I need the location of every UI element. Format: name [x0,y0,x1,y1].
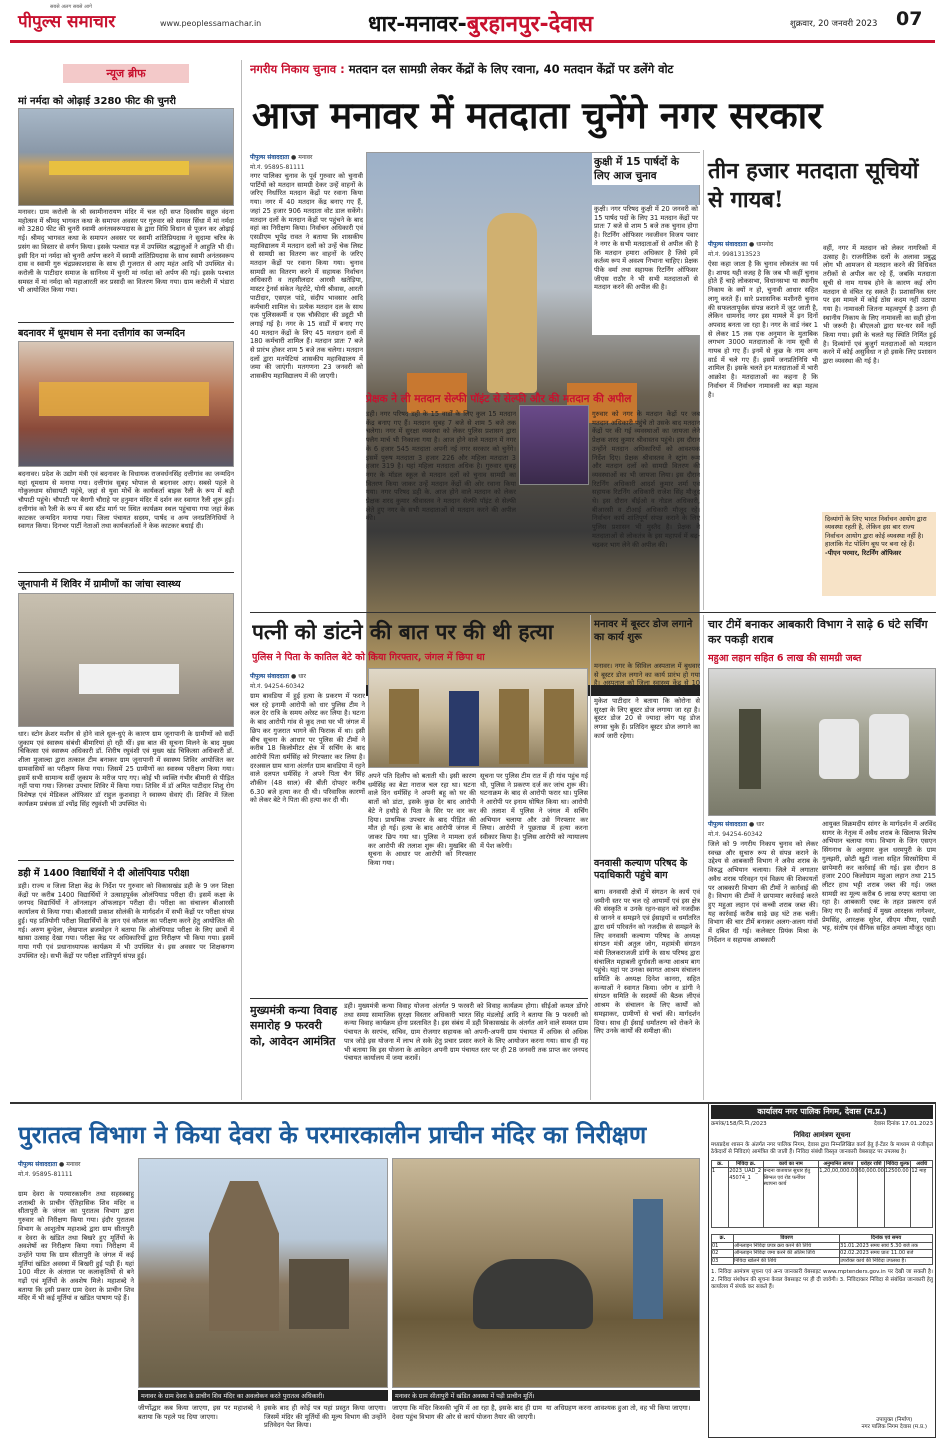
arrest-photo [368,668,588,768]
divider [18,860,234,861]
mobile-number: मो.नं. 95895-81111 [18,1171,73,1178]
tender-schedule-table [711,1234,933,1265]
byline: पीपुल्स संवाददाता ● धामनोद [708,241,774,248]
temple-body-cont-4: या अधिग्रहण करना आवश्यक हुआ तो, वह भी किया जाएगा। [546,1404,691,1412]
byline: पीपुल्स संवाददाता ● मनावर [18,1161,81,1168]
section-rule [250,612,936,613]
booster-headline: मनावर में बूस्टर डोज लगाने का कार्य शुरू [594,619,693,643]
officer-quote: दिव्यांगों के लिए भारत निर्वाचन आयोग द्वारा व्यवस्था रहती है, लेकिन इस बार राज्य निर्वाचन आयोग द्वारा कोई व्यवस्था नहीं है। हालांकि गेट पोलिंग बूथ पर बना रहे हैं। -पीएन परमार, रिटर्निंग ऑफिसर [822,512,936,596]
table-row: 02 ऑनलाइन निविदा जमा करने की अंतिम तिथि 02.02.2023 समय प्रातः 11.00 बजे [712,1250,933,1258]
excise-headline: चार टीमें बनाकर आबकारी विभाग ने साढ़े 6 घंटे सर्चिंग कर पकड़ी शराब [708,618,928,646]
issue-date: शुक्रवार, 20 जनवरी 2023 [790,19,878,29]
temple-photo [138,1158,388,1388]
narmada-photo [18,108,234,206]
temple-headline: पुरातत्व विभाग ने किया देवरा के परमारकालीन प्राचीन मंदिर का निरीक्षण [18,1120,647,1149]
murder-headline: पत्नी को डांटने की बात पर की थी हत्या [252,619,554,644]
excise-body-1: जिले को 9 नगरीय निकाय चुनाव को लेकर स्वच्छ और सुचारु रूप से संपन्न कराने के उद्देश्य से आबकारी विभाग ने अवैध शराब के विरुद्ध अभियान चलाया। जिले में लगातार अवैध शराब परिवहन एवं विक्रय की शिकायतों पर आबकारी विभाग की टीमों ने कार्रवाई की है। विभाग की टीमों ने छापामार कार्रवाई करते हुए महुआ लहान एवं कच्ची शराब जब्त की। यह कार्रवाई करीब साढ़े छह घंटे तक चली। विभाग की चार टीमें बनाकर अलग-अलग गांवों में दबिश दी गई। कलेक्टर प्रियंक मिश्रा के निर्देशन व सहायक आबकारी [708,840,818,944]
main-headline: आज मनावर में मतदाता चुनेंगे नगर सरकार [252,93,823,137]
logo: पीपुल्स समाचार [18,12,116,32]
tender-signatory: उपायुक्त (निर्माण) नगर पालिक निगम देवास (म.प्र.) [861,1416,927,1430]
idol-photo-caption: मनावर के ग्राम सीतापुरी में खंडित अवस्था में पड़ी प्राचीन मूर्ति। [392,1390,700,1401]
murder-subheadline: पुलिस ने पिता के कातिल बेटे को किया गिरफ्तार, जंगल में छिपा था [252,652,485,663]
temple-photo-caption: मनावर के ग्राम देवरा के प्राचीन शिव मंदिर का अवलोकन करते पुरातत्व अधिकारी। [138,1390,388,1401]
tender-office-title: कार्यालय नगर पालिक निगम, देवास (म.प्र.) [711,1105,933,1119]
table-row: 03 निविदा खोलने की तिथि उपरोक्त कार्य की निविदा उपलब्ध है। [712,1257,933,1265]
election-strap: नगरीय निकाय चुनाव : मतदान दल सामग्री लेकर केंद्रों के लिए रवाना, 40 मतदान केंद्रों पर डलेंगे वोट [250,62,674,76]
mobile-number: मो.नं. 95895-81111 [250,164,305,171]
news-brief-column [18,60,234,1100]
cm-marriage-headline: मुख्यमंत्री कन्या विवाह समारोह 9 फरवरी को, आवेदन आमंत्रित [250,1004,338,1048]
byline: पीपुल्स संवाददाता ● मनावर [250,154,313,161]
column-divider [703,615,704,1100]
brief-4-body: डही। राज्य व जिला शिक्षा केंद्र के निर्देश पर गुरुवार को विकासखंड डही के 9 जन शिक्षा केंद्रों पर करीब 1400 विद्यार्थियों ने उत्साहपूर्वक ओलंपियाड परीक्षा दी। इसमें कक्षा के जनपद विद्यार्थियों ने ऑनलाइन ऑफलाइन परीक्षा दी। परीक्षा का संचालन बीआरसी कार्यालय से किया गया। बीआरसी प्रकाश सोलंकी के मार्गदर्शन में सभी केंद्रों पर परीक्षा संपन्न हुई। यह प्रतियोगी परीक्षा विद्यार्थियों के ज्ञान एवं कौशल का परीक्षण करने हेतु आयोजित की गई। अरुण बुन्देला, लेखपाल ब्रजमोहन ने बताया कि ओलंपियाड परीक्षा के लिए छात्रों में खासा उत्साह देखा गया। परीक्षा केंद्र पर अधिकारियों द्वारा निरीक्षण भी किया गया। इसमें गाया गयी एवं प्रधानाध्यापक कार्यक्रम में भी उपस्थित थे। इस अवसर पर शिक्षकगण उपस्थित रहे। सभी केंद्रों पर परीक्षा शांतिपूर्ण संपन्न हुई। [18,882,234,960]
mobile-number: मो.नं. 9981313523 [708,251,761,258]
murder-body-2: अपने पति दिलीप को बताती थी। इसी कारण धर्मसिंह का बेटा नाराज चल रहा था। घटना वाले दिन धर्मसिंह ने अपनी बहू को घर की बातों को डांटा, इसके कुछ देर बाद आरोपी बेटे ने हथौड़े से पिता के सिर पर वार कर दिया। प्राथमिक उपचार के बाद पीड़ित की मौत हो गई। हत्या के बाद आरोपी जंगल में जाकर छिप गया था। पुलिस ने मामला दर्ज कर आरोपी की तलाश शुरू की। मुखबिर की सूचना के आधार पर आरोपी को गिरफ्तार किया गया। [368,772,476,868]
divider [18,572,234,573]
murder-body-3: सूचना पर पुलिस टीम रात में ही गांव पहुंच गई थी, पुलिस ने प्रकरण दर्ज कर जांच शुरू की। घटनाक्रम के बाद से आरोपी फरार था। पुलिस ने आरोपी पर इनाम घोषित किया था। आरोपी की तलाश में पुलिस ने जंगल में सर्चिंग अभियान चलाया और उसे गिरफ्तार कर लिया। आरोपी ने पूछताछ में हत्या करना स्वीकार किया है। पुलिस आरोपी को न्यायालय में पेश करेगी। [480,772,588,850]
logo-tagline: सबसे अलग सबसे आगे [50,4,92,10]
brief-3-body: धार। स्टोन क्रेशर मशीन से होने वाले धूल-धुएं के कारण ग्राम जूनापानी के ग्रामीणों को सर्दी जुकाम एवं स्वास्थ्य संबंधी बीमारियां हो रही थीं। इस बात की सूचना मिलने के बाद मुख्य चिकित्सा एवं स्वास्थ्य अधिकारी डॉ. शिरीष रघुवंशी एवं मुख्य खंड चिकित्सा अधिकारी डॉ. शीला मुजाल्दा द्वारा तत्काल टीम बनाकर ग्राम जूनापानी में स्वास्थ्य शिविर आयोजित कर ग्रामवासियों का परीक्षण किया गया। जिसमें 25 ग्रामीणों का स्वास्थ्य परीक्षण किया गया। इसमें सभी सामान्य सर्दी जुकाम के मरीज पाए गए। कोई भी व्यक्ति गंभीर बीमारी से पीड़ित नहीं पाया गया। जिनका उपचार शिविर में किया गया। शिविर में डॉ अमित पाटीदार शिशु रोग विशेषज्ञ एवं मेडिकल ऑफिसर डॉ राहुल कुशवाहा ने स्वास्थ्य सेवाएं दीं। शिविर में जिला कार्यक्रम प्रबंधक डॉ श्योंद्र सिंह रघुवंशी भी उपस्थित थे। [18,730,234,808]
cm-marriage-body: डही। मुख्यमंत्री कन्या विवाह योजना अंतर्गत 9 फरवरी को विवाह कार्यक्रम होगा। सीईओ कमल डोंगरे तथा समग्र सामाजिक सुरक्षा विस्तार अधिकारी भारत सिंह मंडलोई आदि ने बताया कि 9 फरवरी को कन्या विवाह कार्यक्रम होना प्रस्तावित है। इस संबंध में डही विकासखंड के अंतर्गत आने वाले समस्त ग्राम पंचायत के सरपंच, सचिव, ग्राम रोजगार सहायक को अपनी-अपनी ग्राम पंचायत में अधिक से अधिक पात्र जोड़े इस योजना में लाभ ले सके हेतु प्रचार प्रसार करने के लिए आयोजन करना गया। साथ ही यह भी बताया कि इस योजना के आवेदन अपनी ग्राम पंचायत स्तर पर ही 28 जनवरी तक प्राप्त कर जनपद पंचायत कार्यालय में जमा करावें। [344,1002,588,1063]
website-url[interactable]: www.peoplessamachar.in [160,19,262,28]
camp-photo [18,593,234,727]
byline: पीपुल्स संवाददाता ● धार [708,821,764,828]
idol-photo [392,1158,700,1388]
selfie-photo [519,405,589,485]
mobile-number: मो.नं. 94254-60342 [708,831,763,838]
column-divider [590,615,591,1100]
tender-table [711,1160,933,1229]
excise-body-2: आयुक्त विक्रमदीप सांगर के मार्गदर्शन में अरविंद सागर के नेतृत्व में अवैध शराब के खिलाफ विशेष अभियान चलाया गया। विभाग के जिन एसएन सिंगनाथ के अनुसार कुल धरमपुरी के ग्राम गुलझरी, छोटी खुटी नाला सहित सिरसोदिया में छापेमारी कर कार्रवाई की गई। इस दौरान 8 हजार 200 किलोग्राम महुआ लहान तथा 215 लीटर हाथ भट्टी शराब जब्त की गई। जब्त सामग्री का मूल्य करीब 6 लाख रुपए बताया जा रहा है। आबकारी एक्ट के तहत प्रकरण दर्ज किए गए हैं। कार्रवाई में मुख्य आरक्षक नागेश्वर, प्रेमसिंह, आरक्षक सुरेश, सीएम मीणा, एसडी भट्ट, संतोष एवं सैनिक सहित अमला मौजूद रहा। [822,820,936,933]
temple-body: ग्राम देवरा के परमारकालीन तथा सहस्त्रबाहु शताब्दी के प्राचीन ऐतिहासिक शिव मंदिर व सीतापुरी के जंगल का पुरातत्व विभाग द्वारा गुरुवार को निरीक्षण किया गया। इंदौर पुरातत्व विभाग के आशुतोष महाशब्दे द्वारा ग्राम सीतापुरी व देवरा के खंडित तथा बिखरे हुए मूर्तियों के अवशेषों का निरीक्षण किया गया। निरीक्षण में उन्होंने पाया कि ग्राम सीतापुरी के जंगल में कई मूर्तियां खंडित अवस्था में बिखरी हुई पड़ी हैं। यहां 100 मीटर के अंतराल पर कलाकृतियों से बने गढ़ों एवं मूर्तियों के अवशेष मिले। महाशब्दे ने बताया कि इसी प्रकार ग्राम देवरा के प्राचीन शिव मंदिर में भी कई मूर्तियां व खंडित पाषाण पड़े हैं। [18,1190,134,1303]
booster-body: मनावर। नगर के सिविल अस्पताल में बुधवार से बूस्टर डोज लगाने का कार्य प्रारंभ हो गया है। अस्पताल को जिला स्वास्थ्य केंद्र से 10 हजार बूस्टर डोज प्राप्त हुए हैं। बीएमओ मुकेश पाटीदार ने बताया कि कोरोना से सुरक्षा के लिए बूस्टर डोज लगाया जा रहा है। बूस्टर डोज 20 से ज्यादा लोग यह डोज लगवा चुके हैं। प्रतिदिन बूस्टर डोज लगाने का कार्य जारी रहेगा। [594,662,700,740]
birthday-photo [18,341,234,467]
kukshi-body: कुक्षी। नगर परिषद कुक्षी में 20 जनवरी को 15 पार्षद पदों के लिए 31 मतदान केंद्रों पर प्रातः 7 बजे से शाम 5 बजे तक चुनाव होगा है। रिटर्निंग ऑफिसर नवजीवन विजय पवार ने नगर के सभी मतदाताओं से अपील की है कि मतदान हमारा अधिकार है जिसे हमें कर्तव्य रूप में अवश्य निभाना चाहिए। प्रेक्षक पीके वर्मा तथा सहायक रिटर्निंग ऑफिसर जीएस राठौर ने भी सभी मतदाताओं से मतदान करने की अपील की है। [592,205,700,335]
brief-4-title: डही में 1400 विद्यार्थियों ने दी ओलंपियाड परीक्षा [18,868,190,879]
brief-2-title: बदनावर में धूमधाम से मना दत्तीगांव का जन्मदिन [18,328,185,339]
masthead-rule [10,40,935,43]
tender-intro: मध्यप्रदेश शासन के अंतर्गत नगर पालिक निगम, देवास द्वारा निम्नलिखित कार्य हेतु ई-टेंडर के माध्यम से पंजीकृत ठेकेदारों से निविदाएं आमंत्रित की जाती हैं। निविदा संबंधी विस्तृत जानकारी वेबसाइट पर उपलब्ध है। [711,1141,933,1155]
excise-subheadline: महुआ लहान सहित 6 लाख की सामग्री जब्त [708,653,862,664]
temple-body-cont-2: इसके बाद ही कोई पत्र यहां प्रस्तुत किया जाएगा। जिसमें मंदिर की मूर्तियों की मूल्य विभाग की उन्होंने प्रतिवेदन पेश किया। [264,1404,386,1430]
murder-body-1: ग्राम बावडिया में हुई हत्या के प्रकरण में फरार चल रहे इनामी आरोपी को धार पुलिस टीम ने कल देर रात्रि के समय अरेस्ट कर लिया है। घटना के बाद आरोपी गांव से कूद तथा घर भी जंगल में छिप कर गुजरात भागने की फिराक में था। इसी बीच सूचना के आधार पर पुलिस की टीमों ने करीब 18 किलोमीटर क्षेत्र में सर्चिंग के बाद आरोपी पिता धर्मसिंह को गिरफ्तार कर लिया है। दरअसल ग्राम थाना अंतर्गत ग्राम बावडिया में रहने वाले दलपत धर्मसिंह ने अपने पिता चैन सिंह शौकीन (48 साल) की बीती दोपहर करीब 6.30 बजे हत्या कर दी थी। परिवारिक कारणों को लेकर बेटे ने पिता की हत्या कर दी थी। [250,692,365,805]
missing-voters-body-2: वहीं, नगर में मतदान को लेकर नागरिकों में उत्साह है। राजनीतिक दलों के अलावा प्रबुद्ध लोग भी आमजन से मतदान करने की विधिवत तरीकों से अपील कर रहे हैं, जबकि मतदाता सूची से नाम गायब होने के कारण कई लोग मतदान से वंचित रह सकते हैं। प्रशासनिक स्तर पर इस मामले में कोई ठोस कदम नहीं उठाया गया है। नामावली जितना महत्वपूर्ण है उतना ही स्थानीय निकाय के लिए नामावली का सही होना भी जरूरी है। बीएलओ द्वारा घर-घर सर्वे नहीं किया गया। इसी के चलते यह स्थिति निर्मित हुई है। दिव्यांगों एवं बुजुर्ग मतदाताओं को मतदान करने में कोई असुविधा न हो इसके लिए प्रशासन द्वारा व्यवस्था की गई है। [823,244,936,366]
masthead [10,6,935,40]
excise-photo [708,668,936,816]
table-row: 01 ऑनलाइन निविदा प्रपत्र क्रय करने की तिथि 31.01.2023 समय सायं 5.30 बजे तक [712,1242,933,1250]
tender-ref-row: क्रमांक/158/नि.नि./2023 देवास दिनांक 17.01.2023 [711,1121,933,1128]
cm-marriage-box [250,998,588,1096]
news-brief-label: न्यूज ब्रीफ [63,64,189,83]
mobile-number: मो.नं. 94254-60342 [250,683,305,690]
missing-voters-headline: तीन हजार मतदाता सूचियों से गायब! [708,158,919,213]
column-divider [241,60,242,1100]
forest-council-body: बाग। वनवासी क्षेत्रों में संगठन के कार्य एवं जमीनी स्तर पर चल रहे आयामों एवं इस क्षेत्र की संस्कृति व उनके रहन-सहन को नजदीक से जानने व समझने एवं ईसाइयों व धर्मांतरित द्वारा धर्म परिवर्तन को नजदीक से समझने के लिए वनवासी कल्याण परिषद के अध्यक्ष संगठन मंत्री अतुल जोग, महामंत्री संगठन मंत्री तिलकराजजी डांगी के साथ परिषद द्वारा संचालित महाबली दुर्गावती कन्या आश्रम बाग पहुंचे। यहां पर उनका स्वागत आश्रम संचालन समिति के अध्यक्ष दिनेश कानरा, सहित कन्याओं ने स्वागत किया। जोग व डांगी ने संगठन समिति के सदस्यों की बैठक लीएवं आश्रम के संचालन के लिए कार्यों को समझाकर, ग्रामीणों से चर्चा की। मार्गदर्शन दिया। साथ ही ईसाई धर्मांतरण को रोकने के लिए उनके कार्यों की समीक्षा की। [594,888,700,1036]
brief-1-body: मनावर। ग्राम करोली के श्री स्वामीनारायण मंदिर में चल रही सप्त दिवसीय सद्गुरु वंदना महोत्सव में श्रीमद् भागवत कथा के समापन अवसर पर गुरुवार को समस्त सिंधा में मां नर्मदा को 3280 फीट की चुनरी स्वामी अनंतस्वरूपदास के द्वारा विधि विधान से पूजन कर ओढ़ाई गई। श्रीमद् भागवत कथा के समापन अवसर पर स्वामी शांतिप्रियदास ने सुदामा चरित्र के प्रसंग का विस्तार से वर्णन किया। इसके पश्चात यज्ञ में उपस्थित श्रद्धालुओं ने आहुति भी दी। इसी दिन मां नर्मदा को चुनरी अर्पण करने में स्वामी शांतिप्रियदास के साथ स्वामी अनंतस्वरूप दास व स्वामी गुरु चंद्रप्रकाशदास के साथ ही गुजरात से आए महंत आदि भी उपस्थित थे। करोली के पाटीदार समाज के सानिध्य में चुनरी मां नर्मदा को अर्पण की गई। इसके पश्चात समस्त में मां नर्मदा को महाआरती कर प्रसादी का वितरण किया गया। ग्राम करोली में भंडारा भी आयोजित किया गया। [18,208,234,295]
table-header-row: क्र. निविदा क्र. कार्य का नाम अनुमानित लागत धरोहर राशि निविदा शुल्क अवधि [712,1160,933,1168]
brief-2-body: बदनावर। प्रदेश के उद्योग मंत्री एवं बदनावर के विधायक राजवर्धनसिंह दत्तीगांव का जन्मदिन यहां धूमधाम से मनाया गया। दत्तीगांव सुबह भोपाल से बदनावर आए। सबसे पहले वे गोकुलधाम सोसायटी पहुंचे, जहां से युवा मोर्चे के कार्यकर्ता बाइक रैली के रूप में बड़ी चौपाटी पहुंचे। चौपाटी पर बैरागी चौराहे पर हनुमान मंदिर में दर्शन कर स्वागत रैली शुरू हुई। दत्तीगांव को रैली के रूप में बस स्टैंड मार्ग पर स्थित कार्यक्रम स्थल पहुंचाया गया जहां केक काटकर जन्मदिन मनाया गया। जिला पंचायत सदस्य, पार्षद व अन्य जनप्रतिनिधियों ने स्वागत किया। दिनभर पार्टी नेताओं तथा कार्यकर्ताओं ने केक काटकर बधाई दी। [18,470,234,531]
selfie-body-2: गुरुवार को नगर के मतदान केंद्रों पर जब मतदान अधिकारी पहुंचे तो उसके बाद मतदान केंद्रों पर की गई व्यवस्थाओं का जायजा लेने प्रेक्षक शरद कुमार श्रीवास्तव पहुंचे। इस दौरान उन्होंने मतदान अधिकारियों को आवश्यक निर्देश दिए। प्रेक्षक श्रीवास्तव ने स्ट्रांग रूम और मतदान दलों को सामग्री वितरण की व्यवस्थाओं का भी जायजा लिया। इस दौरान रिटर्निंग अधिकारी आदर्श कुमार शर्मा एवं सहायक रिटर्निंग अधिकारी राजेश सिंह मौजूद थे। इस दौरान बीईओ व नोडल अधिकारी, बीआरसी व टीआई अधिकारी मौजूद रहे। निर्वाचन कार्य शांतिपूर्ण संपन्न कराने के लिए पुलिस प्रशासन भी मुस्तैद है। प्रेक्षक ने मतदाताओं से लोकतंत्र के इस महापर्व में बढ़-चढ़कर भाग लेने की अपील की। [592,410,700,549]
section-title: धार-मनावर-बुरहानपुर-देवास [368,12,594,37]
missing-voters-body-1: ऐसा कहा जाता है कि चुनाव लोकतंत्र का पर्व है। शायद यही वजह है कि जब भी कहीं चुनाव होते हैं चाहे लोकसभा, विधानसभा या स्थानीय निकाय के क्यों न हो, चुनावी आधार सहित लागू करते हैं। सारे प्रशासनिक मशीनरी चुनाव की सफलतापूर्वक संपन्न कराने में जुट जाती है, लेकिन धामनोद नगर इस मामले में इन दिनों अपवाद बनता जा रहा है। नगर के वार्ड नंबर 1 से लेकर 15 तक एक अनुमान के मुताबिक लगभग 3000 मतदाताओं के नाम सूची से गायब हो गए हैं। इनमें से कुछ के नाम अन्य वार्ड में चले गए हैं। इसमें जनप्रतिनिधि भी शामिल हैं। इसके चलते इन मतदाताओं में भारी आक्रोश है। मतदाताओं का कहना है कि निर्वाचन में निर्वाचन नामावली का बड़ा महत्व है। [708,260,818,399]
temple-body-cont-3: जाएगा कि मंदिर किसकी भूमि में आ रहा है, इसके बाद ही ग्राम देवरा पहुंच विभाग की ओर से कार्य योजना तैयार की जाएगी। [392,1404,542,1421]
brief-3-title: जूनापानी में शिविर में ग्रामीणों का जांचा स्वास्थ्य [18,579,181,590]
selfie-headline: प्रेक्षक ने ली मतदान सेल्फी पॉइंट से सेल्फी और की मतदान की अपील [366,393,632,405]
table-header-row: क्र. विवरण दिनांक एवं समय [712,1235,933,1243]
election-body: नगर पालिका चुनाव के पूर्व गुरुवार को चुनावी पार्टियों को मतदान सामग्री देकर उन्हें वाहनों के जरिए निर्धारित मतदान केंद्रों पर रवाना किया गया। नगर में 40 मतदान केंद्र बनाए गए हैं, जहां 25 हजार 906 मतदाता वोट डाल सकेंगे। मतदान दलों के मतदान केंद्रों पर पहुंचने के बाद वहां का निरीक्षण किया। निर्वाचन अधिकारी एवं एसडीएम भूपेंद्र रावत ने बताया कि शासकीय महाविद्यालय में मतदान दलों को उन्हें चेक लिस्ट से सामग्री का वितरण कर वाहनों के जरिए मतदान केंद्रों पर रवाना किया गया। चुनाव सामग्री का वितरण करने में सहायक निर्वाचन अधिकारी व तहसीलदार आरसी खतेड़िया, मास्टर ट्रेनर्स संकेत नेहरोटे, योगी श्रीवास, आरती पाटीदार, एसएल पांडे, संदीप भावसार आदि कर्मचारी शामिल थे। प्रत्येक मतदान दल के साथ एक पुलिसकर्मी व एक चौकीदार की ड्यूटी भी लगाई गई है। नगर के 15 वार्डों में बनाए गए 40 मतदान केंद्रों के लिए 45 मतदान दलों में 180 कर्मचारी शामिल हैं। मतदान प्रातः 7 बजे से प्रारंभ होकर शाम 5 बजे तक चलेगा। मतदान दलों द्वारा मतपेटियां शासकीय महाविद्यालय में जमा की जाएंगी। मतगणना 23 जनवरी को शासकीय महाविद्यालय में की जाएगी। [250,172,363,381]
tender-notice [708,1102,936,1438]
kukshi-headline: कुक्षी में 15 पार्षदों के लिए आज चुनाव [592,153,700,185]
page-number: 07 [896,8,923,30]
tender-subtitle: निविदा आमंत्रण सूचना [793,1130,851,1139]
table-row: 1 2023_UAD_245074_1 वन्दना यातायात सुधार हेतु सिग्नल एवं रोड फर्नीचर स्थापना कार्य 1,20,00,000.00 60,000.00 12500.00 12 माह [712,1168,933,1228]
brief-1-title: मां नर्मदा को ओढ़ाई 3280 फीट की चुनरी [18,96,177,107]
column-divider [703,150,704,610]
tender-notes: 1. निविदा आमंत्रण सूचना एवं अन्य जानकारी वेबसाइट www.mptenders.gov.in पर देखी जा सकती है। 2. निविदा संशोधन की सूचना केवल वेबसाइट पर ही दी जावेगी। 3. निविदाकार निविदा से संबंधित जानकारी हेतु कार्यालय में संपर्क कर सकते हैं। [711,1269,933,1290]
byline: पीपुल्स संवाददाता ● धार [250,673,306,680]
selfie-body-1: डही। नगर परिषद डही के 15 वार्डों के लिए कुल 15 मतदान केंद्र बनाए गए हैं। मतदान सुबह 7 बजे से शाम 5 बजे तक चलेगा। नगर में सुरक्षा व्यवस्था को लेकर पुलिस प्रशासन द्वारा फ्लैग मार्च भी निकाला गया है। आज होने वाले मतदान में नगर के 6 हजार 545 मतदाता अपनी नई नगर सरकार को चुनेंगे। इसमें पुरुष मतदाता 3 हजार 226 और महिला मतदाता 3 हजार 319 है। यहां महिला मतदाता अधिक है। गुरुवार सुबह नगर के मॉडल स्कूल से मतदान दलों को चुनाव सामग्री का वितरण किया जाकर उन्हें मतदान केंद्रों की ओर रवाना किया गया। नगर परिषद डही के. आज होने वाले मतदान को लेकर प्रेक्षक शरद कुमार श्रीवास्तव ने मतदान सेल्फी पॉइंट से सेल्फी लेते हुए नगर के सभी मतदाताओं से मतदान करने की अपील की। [366,410,516,523]
divider [18,322,234,323]
forest-council-headline: वनवासी कल्याण परिषद के पदाधिकारी पहुंचे बाग [594,858,688,882]
temple-body-cont-1: जीर्णोद्धार कब किया जाएगा, इस पर महाशब्दे ने बताया कि पहले पद दिया जाएगा। [138,1404,260,1421]
